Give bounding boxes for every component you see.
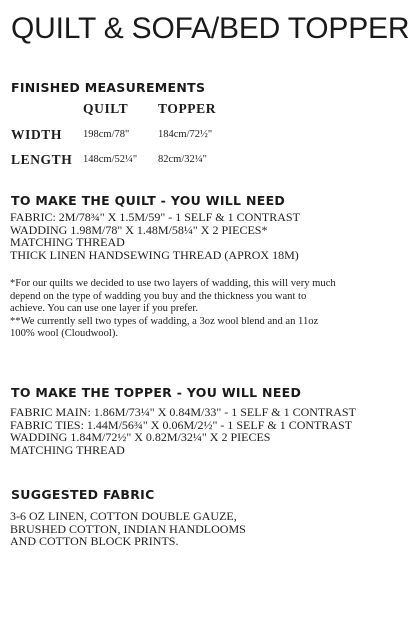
wadding-notes: [10, 278, 336, 341]
wadding-note-line: depend on the type of wadding you buy and the thickness you want to: [10, 290, 307, 302]
suggested-fabric-line: AND COTTON BLOCK PRINTS.: [10, 534, 179, 548]
finished-measurements-heading: FINISHED MEASUREMENTS: [11, 80, 206, 95]
wadding-note-line: 100% wool (Cloudwool).: [10, 328, 118, 339]
quilt-requirement-line: FABRIC: 2M/78¾" X 1.5M/59" - 1 SELF & 1 CONTRAST: [10, 210, 300, 224]
topper-requirements-list: [10, 406, 356, 456]
column-header-topper: TOPPER: [158, 101, 217, 116]
wadding-note-line: **We currently sell two types of wadding, a 3oz wool blend and an 11oz: [10, 315, 319, 327]
quilt-requirement-line: THICK LINEN HANDSEWING THREAD (APROX 18M): [10, 247, 299, 262]
length-quilt-value: 148cm/52¼": [83, 154, 138, 165]
quilt-requirements-list: [10, 211, 300, 261]
quilt-requirement-line: MATCHING THREAD: [10, 235, 125, 249]
topper-requirement-line: MATCHING THREAD: [10, 442, 125, 457]
topper-requirements-heading: TO MAKE THE TOPPER - YOU WILL NEED: [11, 385, 302, 400]
width-topper-value: 184cm/72½": [158, 129, 213, 140]
topper-requirement-line: WADDING 1.84M/72½" X 0.82M/32¼" X 2 PIECES: [10, 430, 271, 444]
quilt-requirement-line: WADDING 1.98M/78" X 1.48M/58¼" X 2 PIECES*: [10, 222, 268, 237]
width-quilt-value: 198cm/78": [83, 129, 130, 140]
suggested-fabric-line: BRUSHED COTTON, INDIAN HANDLOOMS: [10, 521, 246, 536]
quilt-requirements-heading: TO MAKE THE QUILT - YOU WILL NEED: [11, 193, 286, 208]
row-label-width: WIDTH: [11, 127, 63, 142]
suggested-fabric-heading: SUGGESTED FABRIC: [11, 487, 155, 502]
topper-requirement-line: FABRIC MAIN: 1.86M/73¼" X 0.84M/33" - 1 SELF & 1 CONTRAST: [10, 405, 356, 419]
wadding-note-line: achieve. You can use one layer if you prefer.: [10, 303, 198, 314]
row-label-length: LENGTH: [11, 152, 73, 167]
suggested-fabric-line: 3-6 OZ LINEN, COTTON DOUBLE GAUZE,: [10, 509, 237, 523]
wadding-note-line: *For our quilts we decided to use two layers of wadding, this will very much: [10, 278, 336, 289]
suggested-fabric-list: [10, 510, 246, 548]
column-header-quilt: QUILT: [83, 101, 129, 116]
length-topper-value: 82cm/32¼": [158, 154, 207, 165]
topper-requirement-line: FABRIC TIES: 1.44M/56¾" X 0.06M/2½" - 1 SELF & 1 CONTRAST: [10, 417, 353, 432]
page-title: QUILT & SOFA/BED TOPPER: [11, 12, 410, 45]
